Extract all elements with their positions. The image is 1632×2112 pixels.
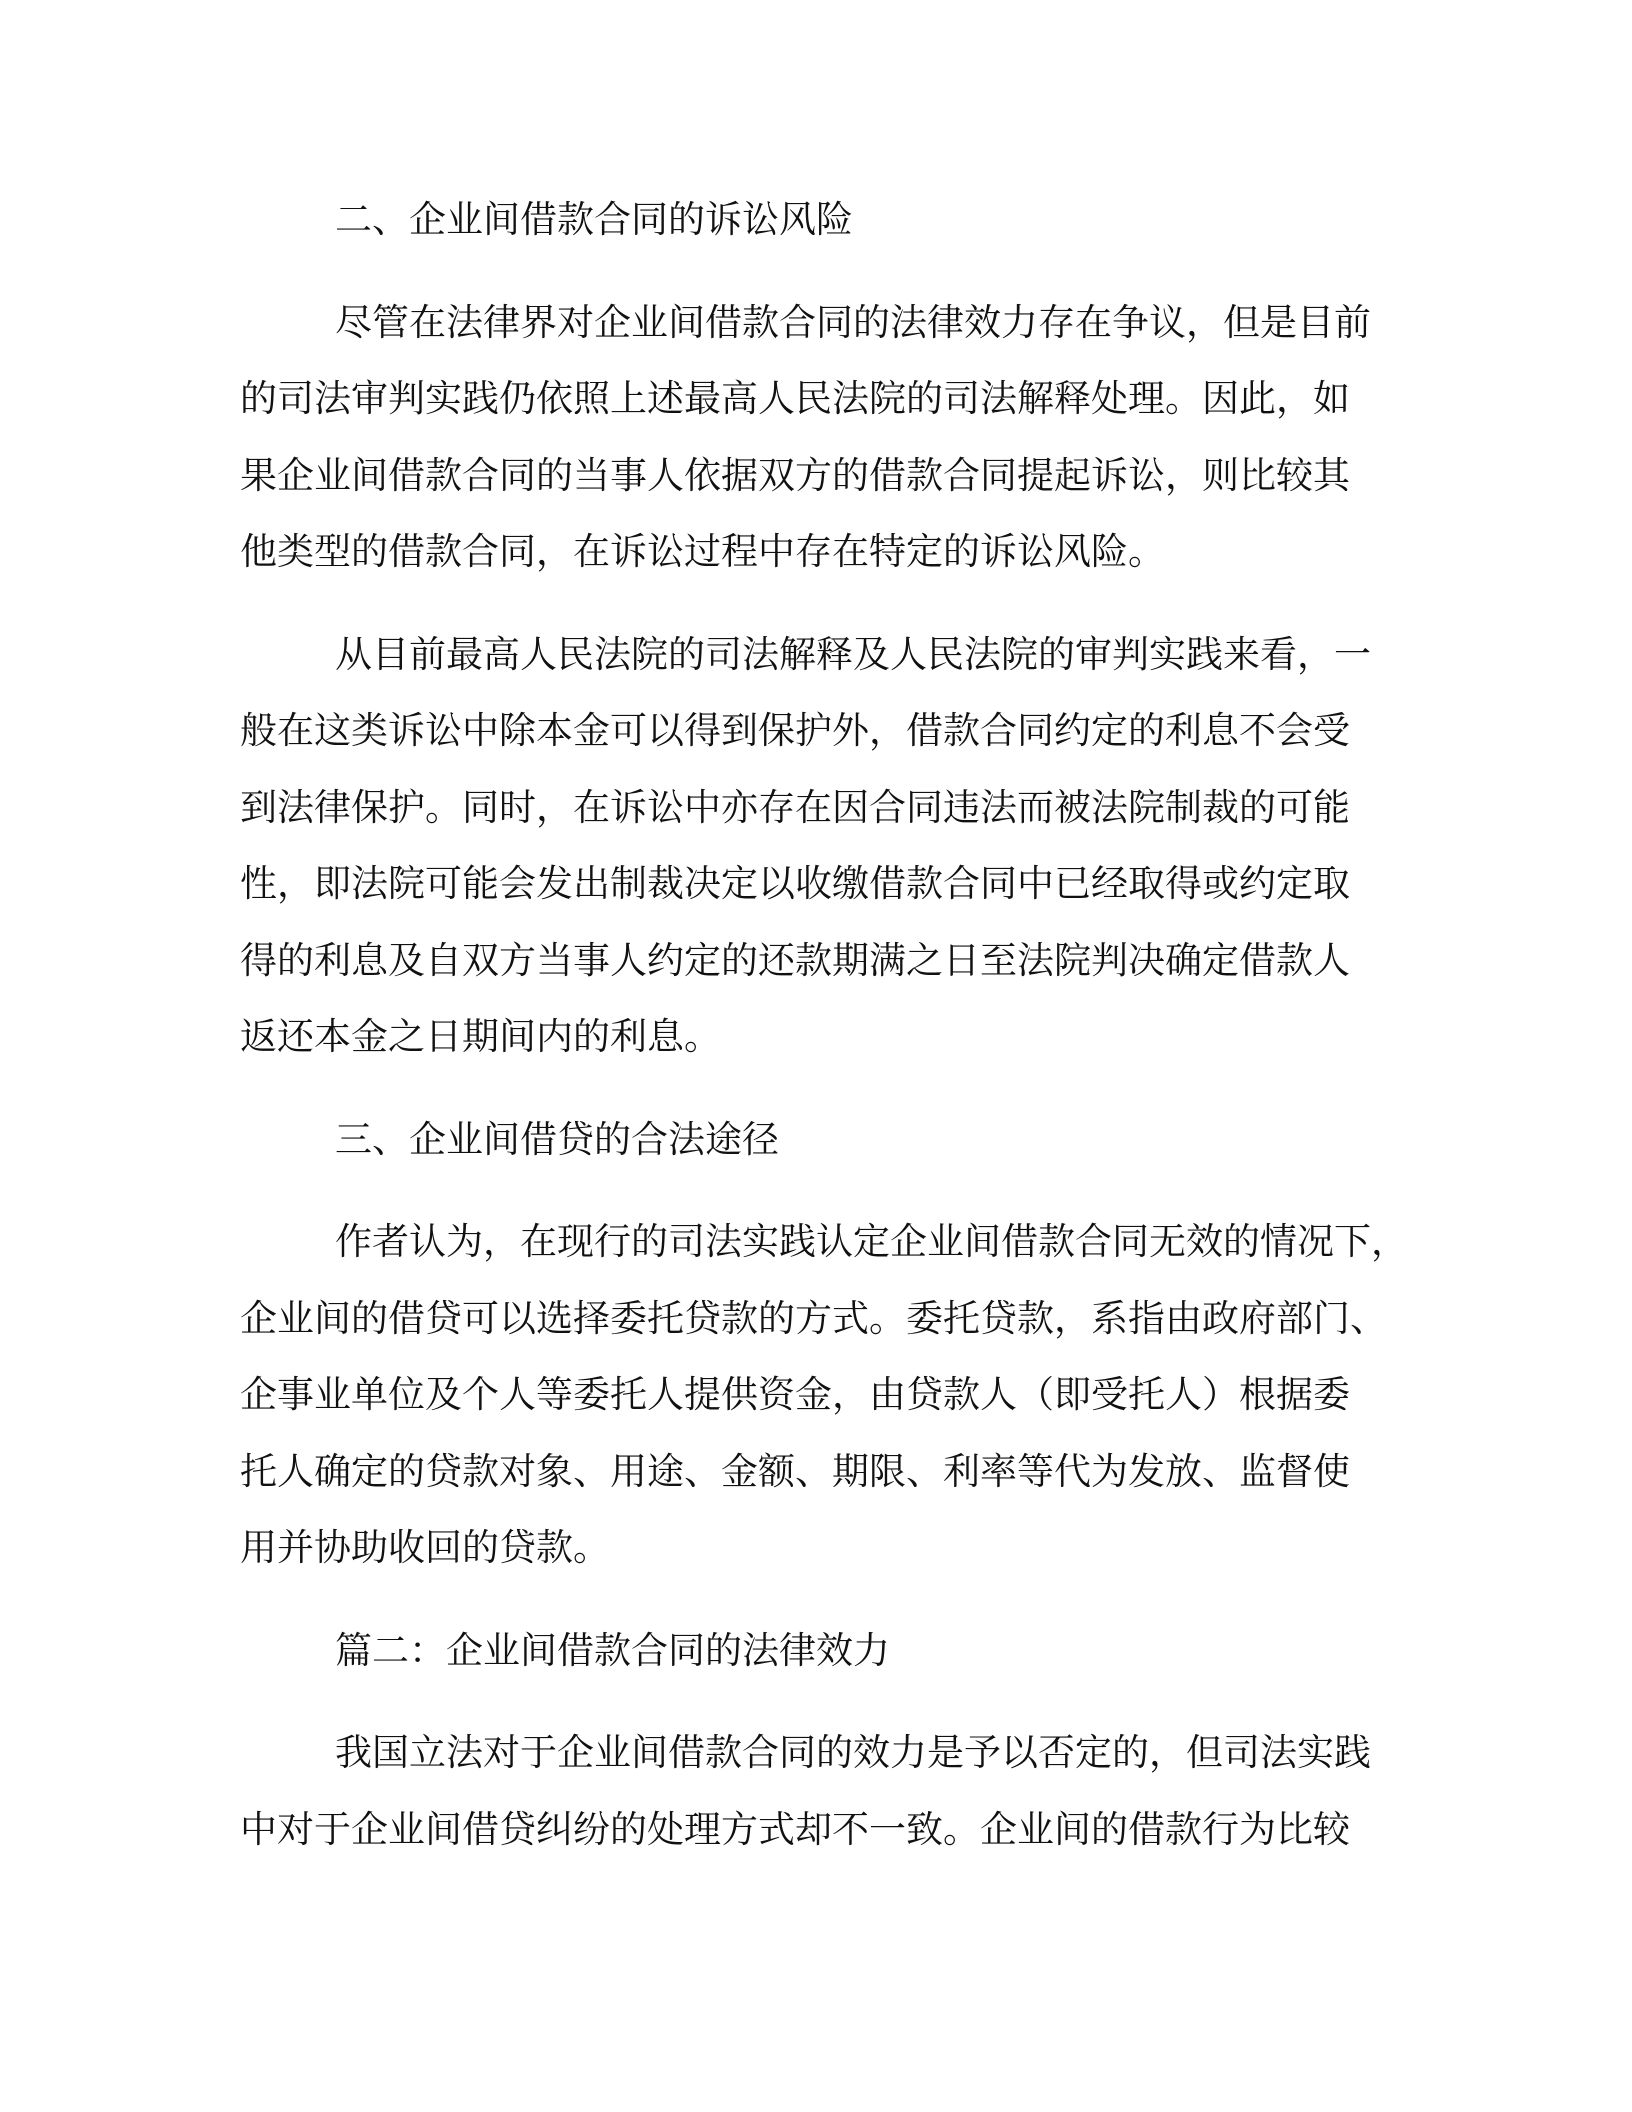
document-body <box>240 182 1408 1868</box>
paragraph-line: 的司法审判实践仍依照上述最高人民法院的司法解释处理。因此，如 <box>240 377 1350 420</box>
paragraph <box>240 285 1390 591</box>
paragraph <box>240 617 1390 1076</box>
paragraph-line: 返还本金之日期间内的利息。 <box>240 1015 721 1058</box>
paragraph <box>240 1204 1408 1587</box>
paragraph-line: 中对于企业间借贷纠纷的处理方式却不一致。企业间的借款行为比较 <box>240 1807 1350 1851</box>
paragraph-line: 企事业单位及个人等委托人提供资金，由贷款人（即受托人）根据委 <box>240 1373 1350 1416</box>
paragraph <box>240 1715 1390 1868</box>
heading-line: 二、企业间借款合同的诉讼风险 <box>335 198 853 241</box>
paragraph-line: 从目前最高人民法院的司法解释及人民法院的审判实践来看，一 <box>335 632 1371 676</box>
paragraph-line: 作者认为，在现行的司法实践认定企业间借款合同无效的情况下， <box>335 1220 1408 1263</box>
paragraph-line: 企业间的借贷可以选择委托贷款的方式。委托贷款，系指由政府部门、 <box>240 1296 1387 1340</box>
paragraph-line: 性，即法院可能会发出制裁决定以收缴借款合同中已经取得或约定取 <box>240 862 1350 905</box>
paragraph-line: 尽管在法律界对企业间借款合同的法律效力存在争议，但是目前 <box>335 300 1371 344</box>
paragraph-line: 得的利息及自双方当事人约定的还款期满之日至法院判决确定借款人 <box>240 938 1350 982</box>
part-heading <box>240 1613 1390 1690</box>
paragraph-line: 用并协助收回的贷款。 <box>240 1526 610 1569</box>
paragraph-line: 般在这类诉讼中除本金可以得到保护外，借款合同约定的利息不会受 <box>240 709 1350 752</box>
section-heading <box>240 1102 1390 1179</box>
heading-line: 篇二：企业间借款合同的法律效力 <box>335 1628 890 1672</box>
paragraph-line: 我国立法对于企业间借款合同的效力是予以否定的，但司法实践 <box>335 1731 1371 1774</box>
section-heading <box>240 182 1390 259</box>
paragraph-line: 到法律保护。同时，在诉讼中亦存在因合同违法而被法院制裁的可能 <box>240 785 1350 829</box>
paragraph-line: 托人确定的贷款对象、用途、金额、期限、利率等代为发放、监督使 <box>240 1449 1350 1493</box>
paragraph-line: 他类型的借款合同，在诉讼过程中存在特定的诉讼风险。 <box>240 530 1165 573</box>
paragraph-line: 果企业间借款合同的当事人依据双方的借款合同提起诉讼，则比较其 <box>240 453 1350 497</box>
heading-line: 三、企业间借贷的合法途径 <box>335 1117 779 1161</box>
